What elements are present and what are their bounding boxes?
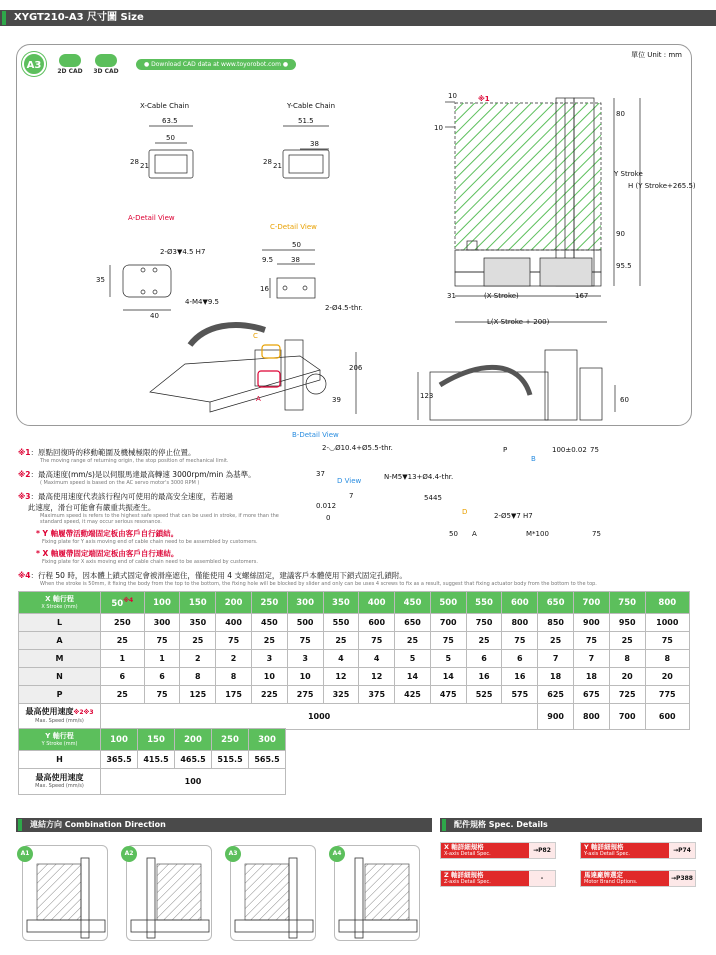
x-cell: 75 xyxy=(502,632,538,650)
spec-page-ref: →P388 xyxy=(669,871,695,886)
spec-en: Z-axis Detail Spec. xyxy=(444,878,491,885)
y-h-cell: 515.5 xyxy=(212,751,249,769)
x-cell: 18 xyxy=(574,668,610,686)
spec-zh: Z 軸詳細規格 xyxy=(444,871,484,879)
dim-c95: 9.5 xyxy=(262,256,274,264)
spec-zh: Y 軸詳細規格 xyxy=(584,843,624,851)
x-cell: 75 xyxy=(144,632,180,650)
dim-b0012: 0.012 xyxy=(316,502,337,510)
x-cell: 575 xyxy=(502,686,538,704)
x-stroke-col xyxy=(101,592,145,614)
dim-c50: 50 xyxy=(292,241,301,249)
dim-r955: 95.5 xyxy=(616,262,632,270)
x-cell: 300 xyxy=(144,614,180,632)
x-cell: 75 xyxy=(359,632,395,650)
combination-badge: A1 xyxy=(17,846,33,862)
note-2 xyxy=(18,469,256,486)
spec-header: 配件規格 Spec. Details xyxy=(440,818,702,832)
x-stroke-col: 300 xyxy=(287,592,323,614)
dim-d54: 54 xyxy=(424,494,433,502)
note-4 xyxy=(18,570,597,587)
spec-link-0[interactable] xyxy=(440,842,556,859)
c-hole-label: 2-Ø4.5-thr. xyxy=(325,304,363,312)
x-cell: 25 xyxy=(395,632,431,650)
y-h-cell: 365.5 xyxy=(101,751,138,769)
x-cell: 12 xyxy=(359,668,395,686)
note-y-chain-text: * Y 軸履帶活動端固定板由客戶自行鎖結。 xyxy=(36,529,179,538)
combination-a1 xyxy=(22,845,108,941)
x-cell: 10 xyxy=(251,668,287,686)
x-cell: 8 xyxy=(216,668,252,686)
x-stroke-col: 800 xyxy=(645,592,689,614)
x-cell: 350 xyxy=(180,614,216,632)
page-header: XYGT210-A3 尺寸圖 Size xyxy=(0,10,716,26)
y-h-label: H xyxy=(19,751,101,769)
dim-y21: 21 xyxy=(273,162,282,170)
x-cell: 675 xyxy=(574,686,610,704)
note-4-text: ：行程 50 時，因本體上鎖式固定會被滑座遮住，僅能使用 4 支螺絲固定，建議客戶本體使用下鎖式固定孔鎖附。 xyxy=(30,571,407,580)
combination-diagram xyxy=(23,846,109,942)
x-speed-en: Max. Speed (mm/s) xyxy=(35,718,84,724)
spec-link-3[interactable] xyxy=(580,870,696,887)
x-cell: 375 xyxy=(359,686,395,704)
x-cell: 6 xyxy=(466,650,502,668)
dim-dM100: M*100 xyxy=(526,530,549,538)
x-stroke-col: 400 xyxy=(359,592,395,614)
x-cell: 325 xyxy=(323,686,359,704)
marker-c: C xyxy=(253,332,258,340)
spec-zh: 馬達廠牌選定 xyxy=(584,871,623,879)
x-cell: 800 xyxy=(502,614,538,632)
x-cell: 900 xyxy=(574,614,610,632)
x-cell: 25 xyxy=(180,632,216,650)
x-speed-cell: 700 xyxy=(609,704,645,730)
dim-y515: 51.5 xyxy=(298,117,314,125)
x-cell: 525 xyxy=(466,686,502,704)
x-cell: 75 xyxy=(287,632,323,650)
x-cell: 8 xyxy=(645,650,689,668)
x-stroke-col: 550 xyxy=(466,592,502,614)
x-cell: 550 xyxy=(323,614,359,632)
x-cell: 14 xyxy=(395,668,431,686)
x-cell: 850 xyxy=(538,614,574,632)
dim-d50: 50 xyxy=(449,530,458,538)
dim-x635: 63.5 xyxy=(162,117,178,125)
technical-drawing xyxy=(0,0,716,440)
combination-a2 xyxy=(126,845,212,941)
x-cell: 16 xyxy=(466,668,502,686)
dim-a40: 40 xyxy=(150,312,159,320)
y-h-cell: 565.5 xyxy=(249,751,286,769)
spec-en: X-axis Detail Spec. xyxy=(444,850,491,857)
spec-page-ref: →P74 xyxy=(669,843,695,858)
x-cell: 75 xyxy=(430,632,466,650)
x-cell: 8 xyxy=(609,650,645,668)
note-3b-text: 此速度，滑台可能會有嚴重共振產生。 xyxy=(18,503,156,512)
x-cell: 725 xyxy=(609,686,645,704)
x-stroke-col: 250 xyxy=(251,592,287,614)
x-cell: 20 xyxy=(645,668,689,686)
x-stroke-header xyxy=(19,592,101,614)
x-cell: 650 xyxy=(395,614,431,632)
x-cell: 600 xyxy=(359,614,395,632)
x-stroke-title: X 軸行程 xyxy=(45,594,74,603)
x-cell: 8 xyxy=(180,668,216,686)
x-cell: 400 xyxy=(216,614,252,632)
x-cell: 25 xyxy=(323,632,359,650)
combination-badge: A2 xyxy=(121,846,137,862)
x-cell: 7 xyxy=(538,650,574,668)
dim-r167: 167 xyxy=(575,292,589,300)
x-cell: 7 xyxy=(574,650,610,668)
x-cable-label: X-Cable Chain xyxy=(140,102,190,110)
y-speed-label xyxy=(19,769,101,795)
x-cell: 500 xyxy=(287,614,323,632)
d-pin-label: 2-Ø5▼7 H7 xyxy=(494,512,533,520)
dim-r80: 80 xyxy=(616,110,625,118)
y-stroke-col: 200 xyxy=(175,729,212,751)
x-stroke-col: 150 xyxy=(180,592,216,614)
combination-a4 xyxy=(334,845,420,941)
dim-c38: 38 xyxy=(291,256,300,264)
spec-label xyxy=(581,871,671,886)
y-h-cell: 465.5 xyxy=(175,751,212,769)
y-stroke-col: 250 xyxy=(212,729,249,751)
unit-label: 單位 Unit : mm xyxy=(631,51,682,59)
note-x-chain xyxy=(36,548,258,565)
note-1 xyxy=(18,447,229,464)
x-cell: 6 xyxy=(101,668,145,686)
note-3 xyxy=(18,491,233,502)
x-cell: 10 xyxy=(287,668,323,686)
x-cell: 950 xyxy=(609,614,645,632)
x-cell: 1000 xyxy=(645,614,689,632)
x-cell: 75 xyxy=(645,632,689,650)
cad-3d-label: 3D CAD xyxy=(93,68,119,75)
dim-206: 206 xyxy=(349,364,363,372)
dim-d75b: 75 xyxy=(592,530,601,538)
dim-h: H (Y Stroke+265.5) xyxy=(628,182,696,190)
note-2-text: ：最高速度(mm/s)是以伺服馬達最高轉速 3000rpm/min 為基準。 xyxy=(30,470,256,479)
dim-r31: 31 xyxy=(447,292,456,300)
spec-label xyxy=(441,871,531,886)
x-speed-title: 最高使用速度 xyxy=(25,707,74,716)
note-x-chain-en: Fixing plate for X axis moving end of cable chain need to be assembled by customers. xyxy=(42,559,258,565)
x-cell: 6 xyxy=(144,668,180,686)
x-cell: 25 xyxy=(609,632,645,650)
download-link[interactable]: ● Download CAD data at www.toyorobot.com ● xyxy=(136,59,296,70)
x-speed-label xyxy=(19,704,101,730)
note-3-mark: ※3 xyxy=(18,492,31,501)
a-hole-label: 2-Ø3▼4.5 H7 xyxy=(160,248,206,256)
dim-r10: 10 xyxy=(448,92,457,100)
y-speed-value: 100 xyxy=(101,769,286,795)
x-cell: 1 xyxy=(144,650,180,668)
x-cell: 175 xyxy=(216,686,252,704)
x-cell: 700 xyxy=(430,614,466,632)
x-stroke-col: 500 xyxy=(430,592,466,614)
x-stroke-col: 750 xyxy=(609,592,645,614)
spec-page-ref: - xyxy=(529,871,555,886)
y-stroke-title-en: Y Stroke (mm) xyxy=(41,740,78,747)
y-stroke-table xyxy=(18,728,286,795)
x-cell: 3 xyxy=(251,650,287,668)
dim-c16: 16 xyxy=(260,285,269,293)
x-cell: 225 xyxy=(251,686,287,704)
dim-xstroke: (X Stroke) xyxy=(484,292,519,300)
x-cell: 75 xyxy=(144,686,180,704)
x-cell: 4 xyxy=(323,650,359,668)
d-m5-label: N-M5▼13+Ø4.4-thr. xyxy=(384,473,454,481)
x-row-label: L xyxy=(19,614,101,632)
x-stroke-title-en: X Stroke (mm) xyxy=(41,603,78,610)
note-4-en: When the stroke is 50mm, it fixing the body from the top to the bottom, the fixing hole will be blocked by slider and only can be uses 4 screws to fix as a result, suggest that fixing actuator body from the bottom to the top. xyxy=(40,581,597,587)
x-cell: 2 xyxy=(216,650,252,668)
x-cell: 425 xyxy=(395,686,431,704)
x-stroke-col: 700 xyxy=(574,592,610,614)
x-row-label: N xyxy=(19,668,101,686)
dim-d75: 75 xyxy=(590,446,599,454)
x-cell: 75 xyxy=(216,632,252,650)
dim-x28: 28 xyxy=(130,158,139,166)
x-cell: 4 xyxy=(359,650,395,668)
dim-r90: 90 xyxy=(616,230,625,238)
model-badge: A3 xyxy=(22,52,46,76)
spec-page-ref: →P82 xyxy=(529,843,555,858)
c-detail-title: C-Detail View xyxy=(270,223,317,231)
x-cell: 25 xyxy=(101,632,145,650)
x-speed-cell: 600 xyxy=(645,704,689,730)
x-cell: 125 xyxy=(180,686,216,704)
y-stroke-col: 300 xyxy=(249,729,286,751)
dim-a35: 35 xyxy=(96,276,105,284)
dim-l: L(X Stroke + 200) xyxy=(487,318,550,326)
x-cell: 25 xyxy=(251,632,287,650)
dim-dA: A xyxy=(472,530,477,538)
note-marker-1: ※1 xyxy=(478,95,490,103)
dim-60: 60 xyxy=(620,396,629,404)
d-view-title: D View xyxy=(337,477,362,485)
x-stroke-col: 450 xyxy=(395,592,431,614)
x-cell: 12 xyxy=(323,668,359,686)
a-m4-label: 4-M4▼9.5 xyxy=(185,298,219,306)
x-speed-mark: ※2※3 xyxy=(73,709,94,716)
x-cell: 475 xyxy=(430,686,466,704)
x-cell: 25 xyxy=(101,686,145,704)
combination-diagram xyxy=(231,846,317,942)
x-cell: 450 xyxy=(251,614,287,632)
cad-2d-label: 2D CAD xyxy=(57,68,83,75)
dim-x50: 50 xyxy=(166,134,175,142)
x-stroke-sup: ※4 xyxy=(123,596,134,604)
dim-b37: 37 xyxy=(316,470,325,478)
dim-123: 123 xyxy=(420,392,434,400)
x-cell: 75 xyxy=(574,632,610,650)
note-2-en: ( Maximum speed is based on the AC servo motor's 3000 RPM ) xyxy=(40,480,200,486)
note-1-text: ：原點回復時的移動範圍及機械極限的停止位置。 xyxy=(30,448,196,457)
x-speed-cell: 900 xyxy=(538,704,574,730)
x-row-label: P xyxy=(19,686,101,704)
dim-d100: 100±0.02 xyxy=(552,446,587,454)
spec-label xyxy=(581,843,671,858)
x-cell: 775 xyxy=(645,686,689,704)
y-h-cell: 415.5 xyxy=(138,751,175,769)
x-cell: 14 xyxy=(430,668,466,686)
x-stroke-col: 350 xyxy=(323,592,359,614)
x-cell: 250 xyxy=(101,614,145,632)
spec-link-2[interactable] xyxy=(440,870,556,887)
x-cell: 1 xyxy=(101,650,145,668)
note-4-mark: ※4 xyxy=(18,571,31,580)
x-cell: 3 xyxy=(287,650,323,668)
x-cell: 750 xyxy=(466,614,502,632)
y-stroke-col: 150 xyxy=(138,729,175,751)
y-stroke-col: 100 xyxy=(101,729,138,751)
note-3b-en: Maximum speed is refers to the highest safe speed that can be used in stroke, if more than the standard speed, it may occur serious resonance. xyxy=(40,513,279,525)
x-cell: 25 xyxy=(538,632,574,650)
x-cell: 275 xyxy=(287,686,323,704)
x-stroke-first: 50 xyxy=(111,598,124,609)
dim-b0: 0 xyxy=(326,514,331,522)
x-cell: 16 xyxy=(502,668,538,686)
x-cell: 5 xyxy=(395,650,431,668)
combination-diagram xyxy=(127,846,213,942)
note-1-en: The moving range of returning origin, the stop position of mechanical limit. xyxy=(40,458,229,464)
note-y-chain-en: Fixing plate for Y axis moving end of cable chain need to be assembled by customers. xyxy=(42,539,258,545)
note-x-chain-text: * X 軸履帶固定端固定板由客戶自行連結。 xyxy=(36,549,179,558)
x-stroke-col: 200 xyxy=(216,592,252,614)
x-stroke-col: 600 xyxy=(502,592,538,614)
dim-r10b: 10 xyxy=(434,124,443,132)
spec-en: Y-axis Detail Spec. xyxy=(584,850,630,857)
x-row-label: A xyxy=(19,632,101,650)
note-1-mark: ※1 xyxy=(18,448,31,457)
spec-zh: X 軸詳細規格 xyxy=(444,843,484,851)
note-y-chain xyxy=(36,528,258,545)
b-detail-title: B-Detail View xyxy=(292,431,339,439)
y-speed-title: 最高使用速度 xyxy=(35,772,84,782)
y-cable-label: Y-Cable Chain xyxy=(287,102,336,110)
spec-link-1[interactable] xyxy=(580,842,696,859)
dim-y28: 28 xyxy=(263,158,272,166)
x-cell: 25 xyxy=(466,632,502,650)
spec-en: Motor Brand Options. xyxy=(584,878,638,885)
dim-y38: 38 xyxy=(310,140,319,148)
note-3b xyxy=(18,502,298,525)
dim-39: 39 xyxy=(332,396,341,404)
x-speed-cell: 800 xyxy=(574,704,610,730)
x-cell: 18 xyxy=(538,668,574,686)
note-3-text: ：最高使用速度代表該行程內可使用的最高安全速度，若超過 xyxy=(30,492,234,501)
x-row-label: M xyxy=(19,650,101,668)
dim-dP: P xyxy=(503,446,508,454)
x-cell: 2 xyxy=(180,650,216,668)
x-cell: 5 xyxy=(430,650,466,668)
note-2-mark: ※2 xyxy=(18,470,31,479)
combination-diagram xyxy=(335,846,421,942)
dim-b7: 7 xyxy=(349,492,354,500)
combination-badge: A3 xyxy=(225,846,241,862)
combination-badge: A4 xyxy=(329,846,345,862)
x-stroke-col: 100 xyxy=(144,592,180,614)
x-cell: 6 xyxy=(502,650,538,668)
marker-a: A xyxy=(256,395,261,403)
combination-header: 連結方向 Combination Direction xyxy=(16,818,432,832)
x-speed-main: 1000 xyxy=(101,704,538,730)
marker-d: D xyxy=(462,508,468,516)
dim-d45: 45 xyxy=(433,494,442,502)
y-stroke-header xyxy=(19,729,101,751)
marker-b: B xyxy=(531,455,536,463)
dim-x21: 21 xyxy=(140,162,149,170)
spec-label xyxy=(441,843,531,858)
x-cell: 20 xyxy=(609,668,645,686)
combination-a3 xyxy=(230,845,316,941)
x-cell: 625 xyxy=(538,686,574,704)
a-detail-title: A-Detail View xyxy=(128,214,175,222)
y-speed-en: Max. Speed (mm/s) xyxy=(35,782,84,789)
x-stroke-table xyxy=(18,591,690,730)
y-stroke-title: Y 軸行程 xyxy=(45,731,74,740)
b-hole-label: 2-◡Ø10.4+Ø5.5-thr. xyxy=(322,444,393,452)
x-stroke-col: 650 xyxy=(538,592,574,614)
dim-ystroke: Y Stroke xyxy=(614,170,643,178)
